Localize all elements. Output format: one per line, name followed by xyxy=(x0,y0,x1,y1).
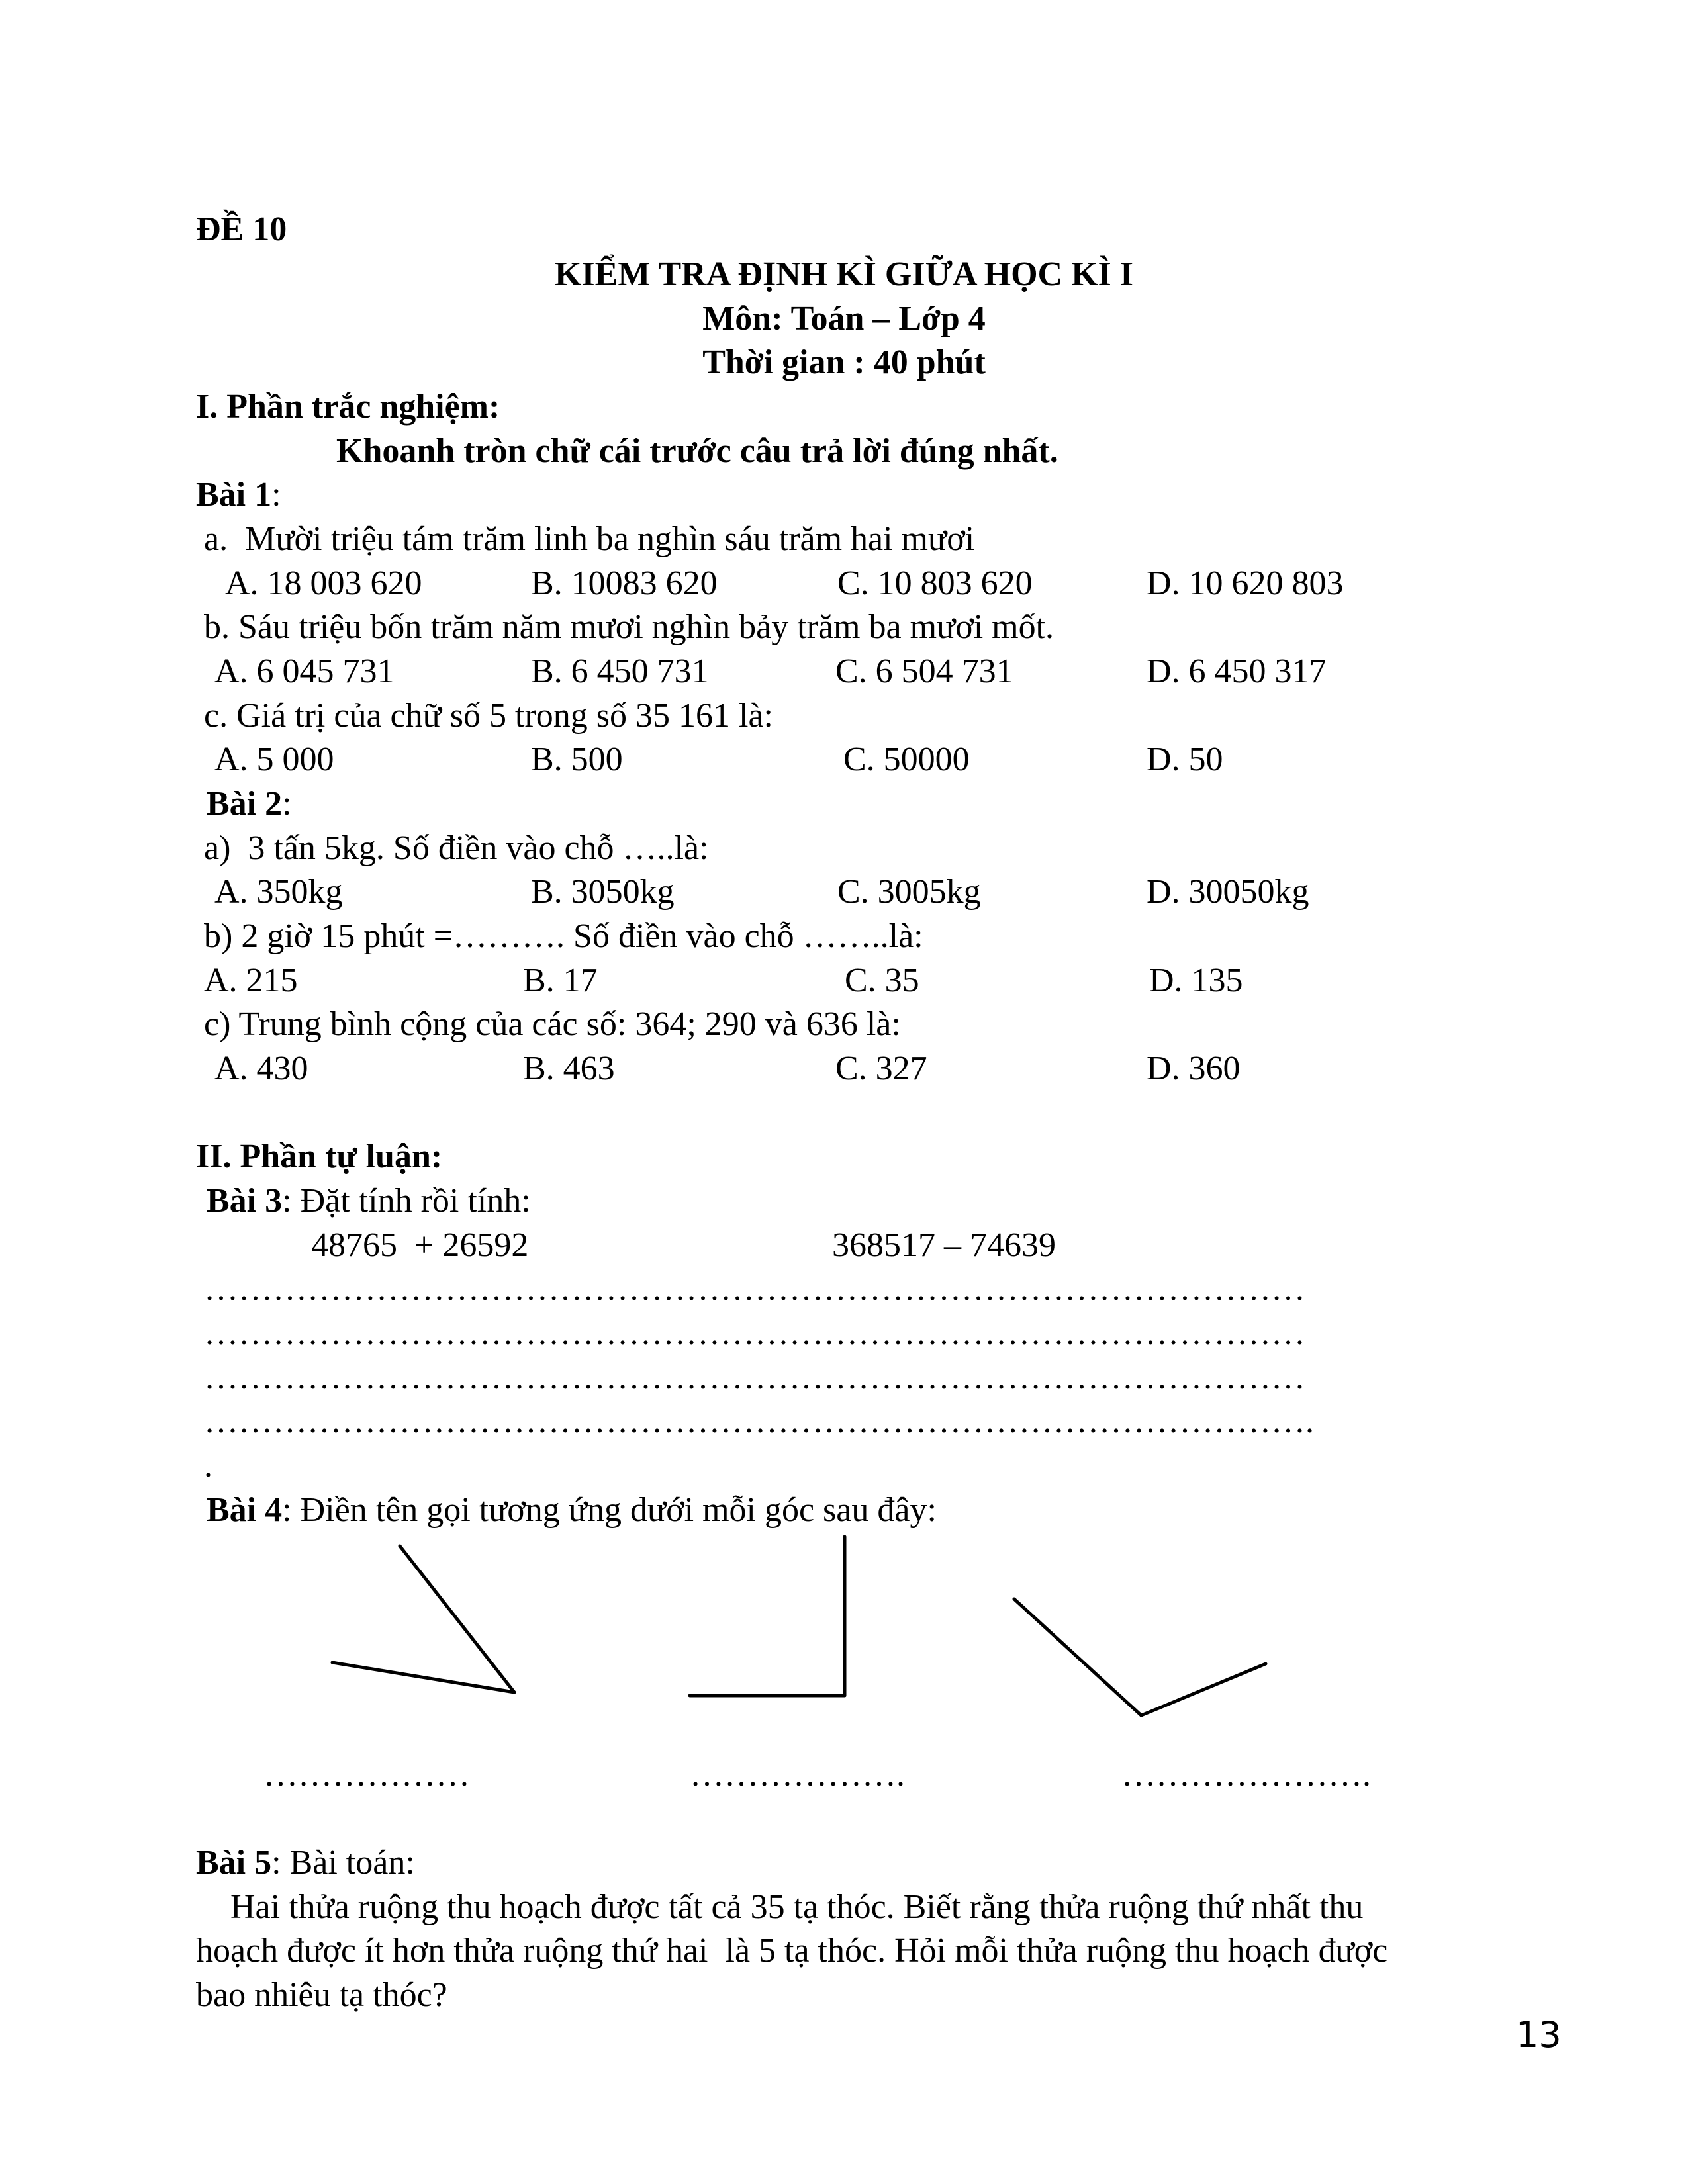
answer-line-3[interactable]: …………………………………………………………………………………… xyxy=(204,1359,1305,1396)
bai1-colon: : xyxy=(271,476,281,514)
answer-line-2[interactable]: …………………………………………………………………………………… xyxy=(204,1314,1305,1352)
bai1-c-option-a[interactable]: A. 5 000 xyxy=(214,741,334,778)
bai5-problem-line-2: hoạch được ít hơn thửa ruộng thứ hai là 5 tạ thóc. Hỏi mỗi thửa ruộng thu hoạch được xyxy=(196,1932,1388,1970)
bai2-a-option-a[interactable]: A. 350kg xyxy=(214,873,343,911)
page-number: 13 xyxy=(1516,2014,1562,2056)
bai1-b-option-b[interactable]: B. 6 450 731 xyxy=(531,653,709,690)
bai1-a-option-c[interactable]: C. 10 803 620 xyxy=(837,565,1033,602)
bai5-problem-line-3: bao nhiêu tạ thóc? xyxy=(196,1976,447,2014)
exam-title: KIỂM TRA ĐỊNH KÌ GIỮA HỌC KÌ I xyxy=(554,255,1134,293)
bai2-colon: : xyxy=(282,785,292,823)
bai1-label: Bài 1 xyxy=(196,476,272,514)
bai1-b-option-c[interactable]: C. 6 504 731 xyxy=(835,653,1013,690)
angle-blank-3[interactable]: …………………. xyxy=(1121,1756,1371,1794)
answer-line-5[interactable]: . xyxy=(204,1447,212,1484)
bai1-b-option-d[interactable]: D. 6 450 317 xyxy=(1147,653,1327,690)
bai1-b-question: b. Sáu triệu bốn trăm năm mươi nghìn bảy trăm ba mươi mốt. xyxy=(204,608,1055,646)
bai2-b-option-a[interactable]: A. 215 xyxy=(204,962,298,999)
bai2-a-option-b[interactable]: B. 3050kg xyxy=(531,873,675,911)
bai3-label: Bài 3 xyxy=(207,1182,283,1220)
bai1-a-option-b[interactable]: B. 10083 620 xyxy=(531,565,718,602)
bai2-b-question: b) 2 giờ 15 phút =………. Số điền vào chỗ ……..là: xyxy=(204,917,923,955)
bai5-label: Bài 5 xyxy=(196,1844,272,1882)
bai2-b-option-b[interactable]: B. 17 xyxy=(523,962,598,999)
bai2-c-option-d[interactable]: D. 360 xyxy=(1147,1050,1241,1087)
acute-angle xyxy=(332,1546,514,1692)
bai5-problem-line-1: Hai thửa ruộng thu hoạch được tất cả 35 tạ thóc. Biết rằng thửa ruộng thứ nhất thu xyxy=(196,1888,1364,1926)
bai2-b-option-d[interactable]: D. 135 xyxy=(1149,962,1243,999)
bai1-b-option-a[interactable]: A. 6 045 731 xyxy=(214,653,395,690)
answer-line-4[interactable]: ……………………………………………………………………………………. xyxy=(204,1402,1314,1440)
bai3-expression-2: 368517 – 74639 xyxy=(832,1226,1056,1264)
bai1-c-option-c[interactable]: C. 50000 xyxy=(843,741,970,778)
obtuse-angle xyxy=(1014,1599,1266,1715)
right-angle xyxy=(690,1537,845,1696)
bai3-expression-1: 48765 + 26592 xyxy=(311,1226,529,1264)
part2-heading: II. Phần tự luận: xyxy=(196,1138,443,1175)
bai1-c-question: c. Giá trị của chữ số 5 trong số 35 161 là: xyxy=(204,697,774,735)
bai5-text: : Bài toán: xyxy=(271,1844,415,1882)
part1-instruction: Khoanh tròn chữ cái trước câu trả lời đúng nhất. xyxy=(336,432,1058,470)
bai2-b-option-c[interactable]: C. 35 xyxy=(845,962,919,999)
bai1-a-question: a. Mười triệu tám trăm linh ba nghìn sáu trăm hai mươi xyxy=(204,520,975,558)
bai1-a-option-a[interactable]: A. 18 003 620 xyxy=(225,565,422,602)
bai5-heading xyxy=(196,1843,415,1883)
exam-code: ĐỀ 10 xyxy=(196,210,287,248)
bai2-c-question: c) Trung bình cộng của các số: 364; 290 và 636 là: xyxy=(204,1005,901,1043)
angle-blank-2[interactable]: ………………. xyxy=(690,1756,905,1794)
exam-subject: Môn: Toán – Lớp 4 xyxy=(702,300,986,338)
angle-blank-1[interactable]: ……………… xyxy=(263,1756,470,1794)
bai4-label: Bài 4 xyxy=(207,1491,283,1529)
part1-heading: I. Phần trắc nghiệm: xyxy=(196,388,500,426)
bai4-text: : Điền tên gọi tương ứng dưới mỗi góc sau đây: xyxy=(282,1491,937,1529)
bai2-c-option-b[interactable]: B. 463 xyxy=(523,1050,615,1087)
bai1-a-option-d[interactable]: D. 10 620 803 xyxy=(1147,565,1344,602)
bai1-c-option-b[interactable]: B. 500 xyxy=(531,741,623,778)
bai1-c-option-d[interactable]: D. 50 xyxy=(1147,741,1223,778)
bai2-c-option-a[interactable]: A. 430 xyxy=(214,1050,308,1087)
bai2-a-question: a) 3 tấn 5kg. Số điền vào chỗ …..là: xyxy=(204,829,709,867)
bai2-a-option-c[interactable]: C. 3005kg xyxy=(837,873,981,911)
answer-line-1[interactable]: …………………………………………………………………………………… xyxy=(204,1270,1305,1308)
bai3-text: : Đặt tính rồi tính: xyxy=(282,1182,531,1220)
exam-time: Thời gian : 40 phút xyxy=(702,343,986,381)
bai2-label: Bài 2 xyxy=(207,785,283,823)
bai2-c-option-c[interactable]: C. 327 xyxy=(835,1050,927,1087)
bai2-a-option-d[interactable]: D. 30050kg xyxy=(1147,873,1309,911)
